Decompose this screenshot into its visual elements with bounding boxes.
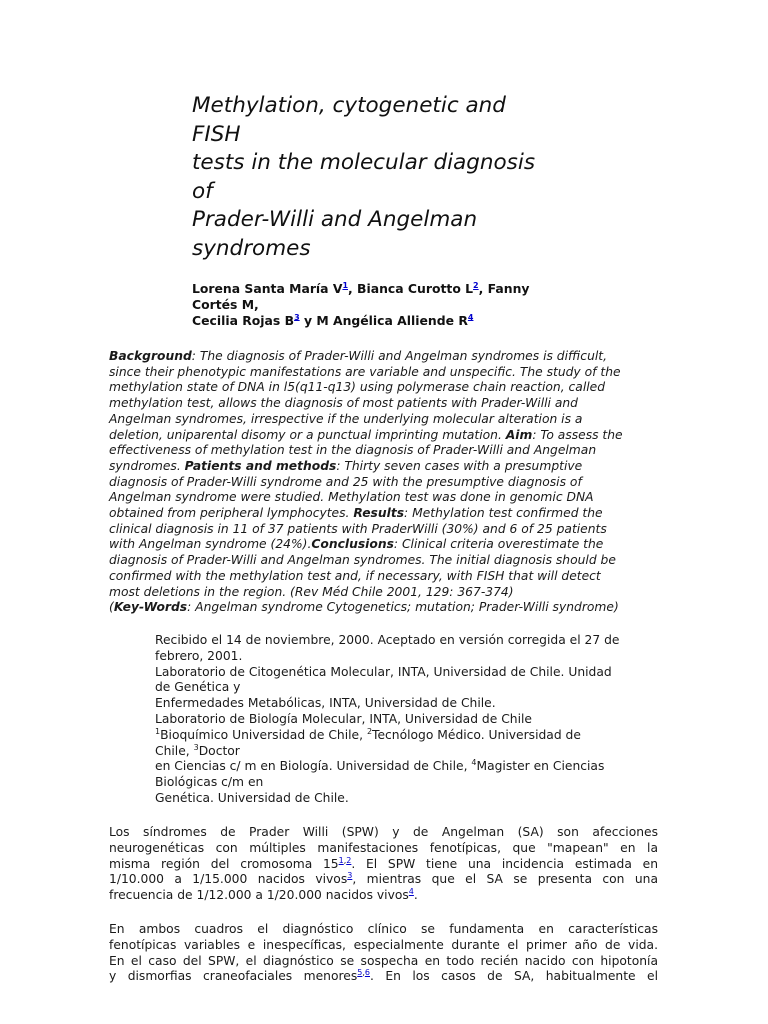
abstract-line: obtained from peripheral lymphocytes. Results: Methylation test confirmed the: [109, 506, 603, 521]
abstract-line: since their phenotypic manifestations are variable and unspecific. The study of the: [109, 364, 621, 379]
reference-link-5[interactable]: 5: [357, 968, 363, 978]
abstract-line: with Angelman syndrome (24%).Conclusions: Clinical criteria overestimate the: [109, 537, 604, 552]
affiliation-link-3[interactable]: 3: [294, 312, 300, 322]
results-label: Results: [353, 506, 405, 521]
body-line: neurogenéticas con múltiples manifestaciones fenotípicas, que "mapean" en la: [109, 840, 658, 855]
abstract-line: most deletions in the region. (Rev Méd Chile 2001, 129: 367-374): [109, 584, 514, 599]
abstract-line: confirmed with the methylation test and, if necessary, with FISH that will detect: [109, 568, 601, 583]
body-line: misma región del cromosoma 15$^{1,2}$. El SPW tiene una incidencia estimada en: [109, 855, 658, 871]
body-line: fenotípicas variables e inespecíficas, especialmente durante el primer año de vida.: [109, 937, 658, 952]
affiliation-line: Recibido el 14 de noviembre, 2000. Aceptado en versión corregida el 27 de: [155, 633, 620, 647]
aim-label: Aim: [505, 427, 533, 442]
abstract-line: methylation test, allows the diagnosis of most patients with Prader-Willi and: [109, 396, 578, 411]
body-paragraph-2: [109, 922, 658, 985]
abstract-line: methylation state of DNA in l5(q11-q13) using polymerase chain reaction, called: [109, 380, 606, 395]
title-line: Prader-Willi and Angelman: [192, 207, 478, 232]
body-line: En ambos cuadros el diagnóstico clínico se fundamenta en características: [109, 922, 658, 936]
affiliations-block: [155, 633, 655, 807]
reference-link-4[interactable]: 4: [408, 887, 414, 897]
title-line: Methylation, cytogenetic and: [192, 93, 506, 118]
title-line: FISH: [192, 121, 241, 147]
title-line: syndromes: [192, 235, 311, 261]
affiliation-link-4[interactable]: 4: [467, 312, 474, 322]
abstract-line: (Key-Words: Angelman syndrome Cytogenetics; mutation; Prader-Willi syndrome): [109, 600, 619, 615]
reference-link-1[interactable]: 1: [338, 855, 344, 865]
title-line: of: [192, 178, 213, 204]
abstract-line: Angelman syndrome were studied. Methylation test was done in genomic DNA: [109, 490, 594, 505]
body-line: frecuencia de 1/12.000 a 1/20.000 nacidos vivos$^4$.: [109, 887, 418, 903]
affiliation-line: en Ciencias c/ m en Biología. Universidad de Chile, $^4$Magister en Ciencias: [155, 758, 605, 774]
title-line: tests in the molecular diagnosis: [192, 150, 536, 175]
article-title: [192, 92, 572, 263]
background-label: Background: [109, 349, 192, 363]
affiliation-line: Enfermedades Metabólicas, INTA, Universidad de Chile.: [155, 696, 496, 711]
affiliation-line: febrero, 2001.: [155, 648, 243, 663]
affiliation-line: Laboratorio de Biología Molecular, INTA, Universidad de Chile: [155, 711, 532, 726]
abstract-line: Angelman syndromes, irrespective if the underlying molecular alteration is a: [109, 411, 583, 426]
reference-link-6[interactable]: 6: [364, 968, 370, 978]
body-line: Los síndromes de Prader Willi (SPW) y de Angelman (SA) son afecciones: [109, 825, 658, 839]
body-line: 1/10.000 a 1/15.000 nacidos vivos$^3$, mientras que el SA se presenta con una: [109, 871, 658, 887]
abstract-line: diagnosis of Prader-Willi syndrome and 25 with the presumptive diagnosis of: [109, 474, 582, 489]
author-list: [192, 281, 572, 328]
affiliation-line: Laboratorio de Citogenética Molecular, INTA, Universidad de Chile. Unidad: [155, 664, 612, 679]
keywords-label: Key-Words: [113, 600, 188, 615]
affiliation-line: Biológicas c/m en: [155, 775, 264, 790]
body-paragraph-1: [109, 825, 658, 904]
reference-link-2[interactable]: 2: [346, 855, 352, 865]
abstract-line: deletion, uniparental disomy or a punctual imprinting mutation. Aim: To assess the: [109, 427, 623, 442]
affiliation-link-2[interactable]: 2: [473, 280, 479, 290]
abstract-line: diagnosis of Prader-Willi and Angelman syndromes. The initial diagnosis should be: [109, 553, 616, 568]
abstract-line: Background: The diagnosis of Prader-Willi and Angelman syndromes is difficult,: [109, 349, 608, 363]
abstract-line: clinical diagnosis in 11 of 37 patients with PraderWilli (30%) and 6 of 25 patients: [109, 521, 607, 536]
affiliation-line: $^1$Bioquímico Universidad de Chile, $^2$Tecnólogo Médico. Universidad de: [155, 726, 581, 742]
abstract-line: effectiveness of methylation test in the diagnosis of Prader-Willi and Angelman: [109, 443, 597, 458]
author-line: Cecilia Rojas B$^3$ y M Angélica Alliende R$^4$: [192, 312, 474, 328]
author-line: Cortés M,: [192, 296, 259, 312]
body-line: y dismorfias craneofaciales menores$^{5,6}$. En los casos de SA, habitualmente el: [109, 968, 658, 984]
author-line: Lorena Santa María V$^1$, Bianca Curotto L$^2$, Fanny: [192, 280, 530, 296]
affiliation-line: de Genética y: [155, 680, 241, 695]
affiliation-line: Genética. Universidad de Chile.: [155, 790, 349, 805]
methods-label: Patients and methods: [184, 458, 337, 473]
abstract-line: syndromes. Patients and methods: Thirty seven cases with a presumptive: [109, 458, 583, 473]
affiliation-link-1[interactable]: 1: [342, 280, 349, 290]
conclusions-label: Conclusions: [311, 537, 394, 552]
affiliation-line: Chile, $^3$Doctor: [155, 742, 240, 758]
abstract: [109, 349, 669, 616]
body-line: En el caso del SPW, el diagnóstico se sospecha en todo recién nacido con hipotonía: [109, 953, 658, 968]
reference-link-3[interactable]: 3: [347, 871, 353, 881]
